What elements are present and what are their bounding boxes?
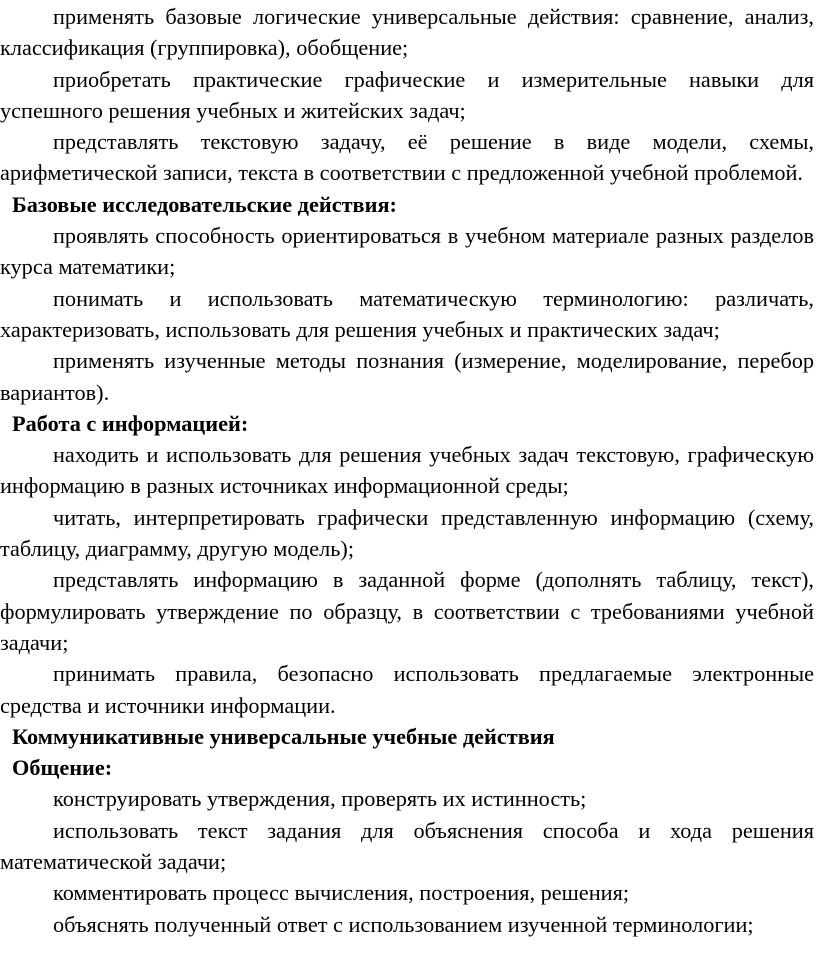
section-logical-actions [0, 0, 816, 189]
section-heading: Коммуникативные универсальные учебные действия [12, 723, 555, 749]
paragraph: конструировать утверждения, проверять их истинность; [53, 786, 587, 812]
section-research-actions [0, 189, 816, 408]
paragraph: принимать правила, безопасно использовать предлагаемые электронные средства и источники информации. [0, 661, 814, 718]
paragraph: проявлять способность ориентироваться в учебном материале разных разделов курса математики; [0, 223, 814, 280]
paragraph: представлять информацию в заданной форме (дополнять таблицу, текст), формулировать утверждение по образцу, в соответствии с требованиями учебной задачи; [0, 567, 814, 655]
section-information [0, 408, 816, 721]
paragraph: комментировать процесс вычисления, построения, решения; [53, 880, 630, 906]
section-heading: Базовые исследовательские действия: [12, 191, 397, 217]
section-dialogue [0, 752, 816, 940]
paragraph: читать, интерпретировать графически представленную информацию (схему, таблицу, диаграмму, другую модель); [0, 504, 814, 562]
paragraph: представлять текстовую задачу, её решение в виде модели, схемы, арифметической записи, текста в соответствии с предложенной учебной проблемой. [0, 129, 814, 186]
section-heading: Общение: [12, 755, 113, 781]
paragraph: объяснять полученный ответ с использованием изученной терминологии; [53, 911, 754, 937]
paragraph: понимать и использовать математическую терминологию: различать, характеризовать, использовать для решения учебных и практических задач; [0, 285, 814, 342]
paragraph: находить и использовать для решения учебных задач текстовую, графическую информацию в разных источниках информационной среды; [0, 442, 814, 499]
paragraph: использовать текст задания для объяснения способа и хода решения математической задачи; [0, 817, 814, 875]
paragraph: приобретать практические графические и измерительные навыки для успешного решения учебных и житейских задач; [0, 66, 814, 123]
paragraph: применять базовые логические универсальные действия: сравнение, анализ, классификация (группировка), обобщение; [0, 4, 814, 61]
section-communication [0, 721, 816, 752]
paragraph: применять изученные методы познания (измерение, моделирование, перебор вариантов). [0, 348, 814, 405]
section-heading: Работа с информацией: [12, 410, 249, 436]
